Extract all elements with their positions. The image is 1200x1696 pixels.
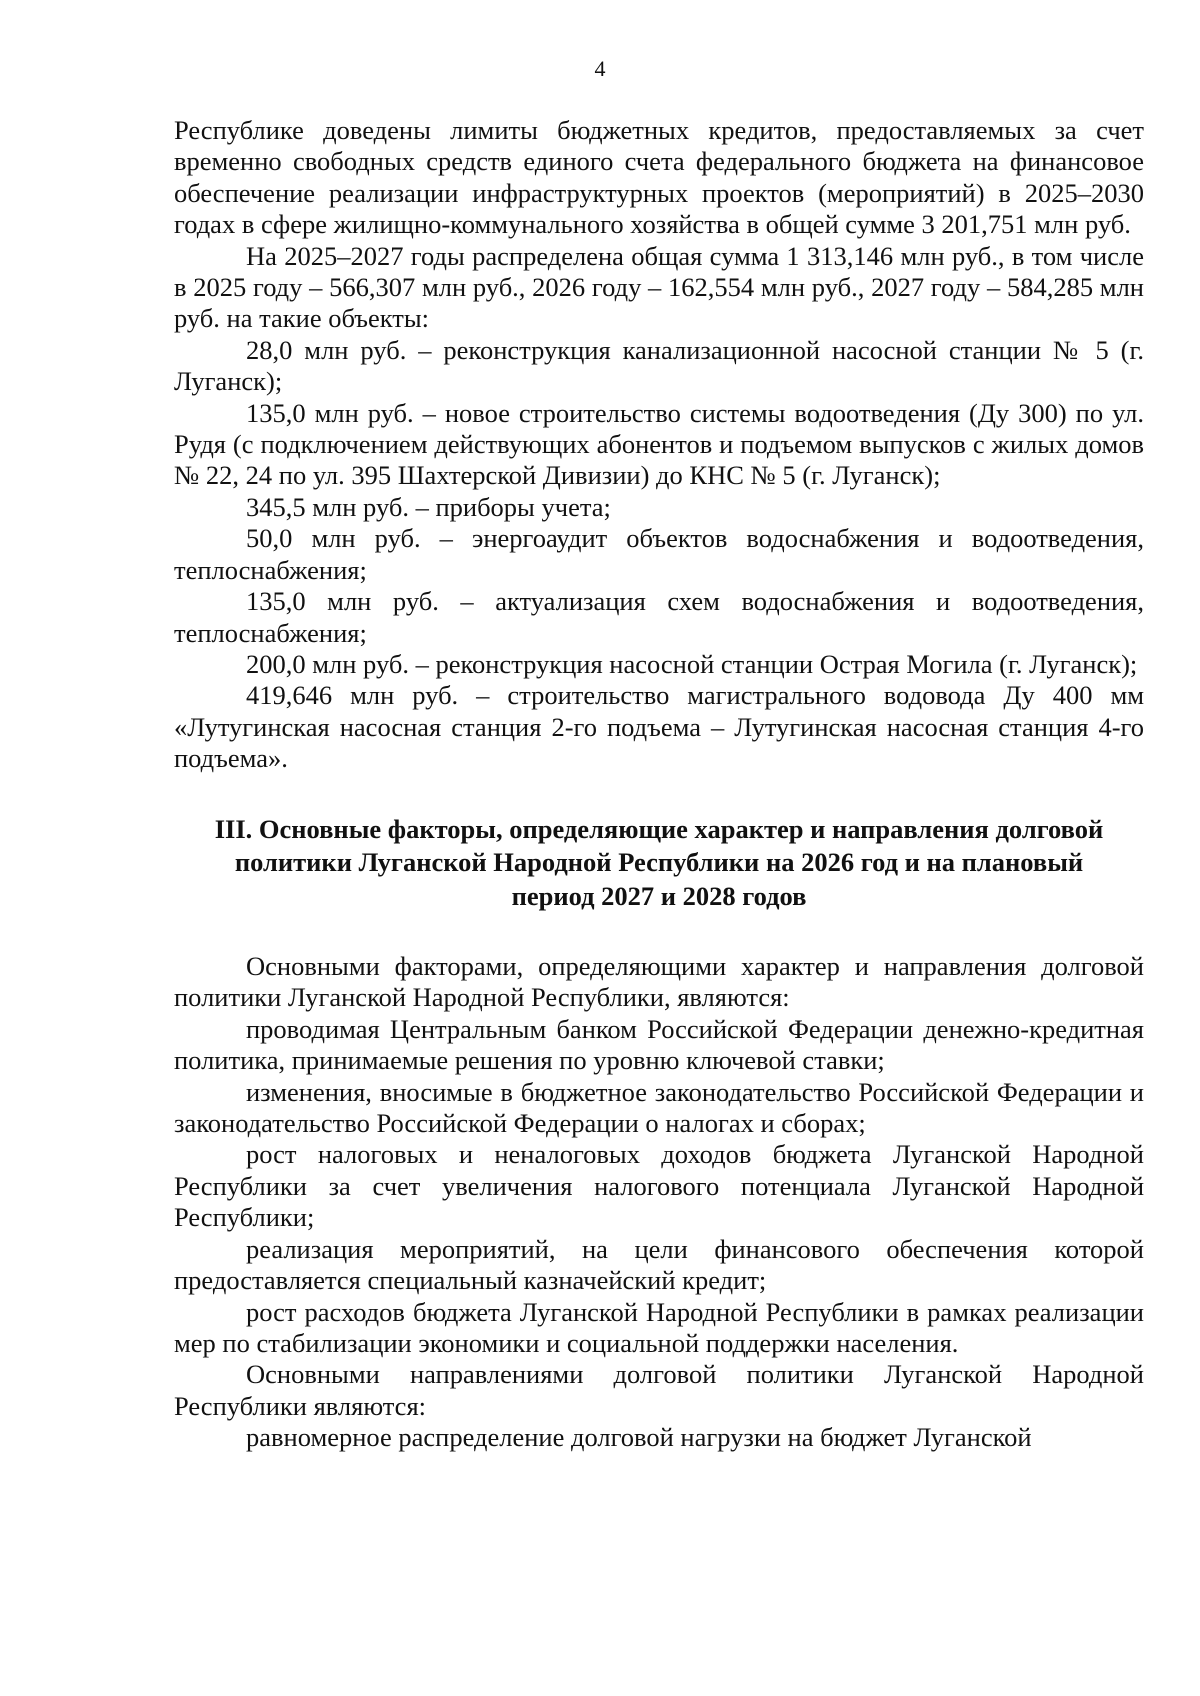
list-item: 135,0 млн руб. – актуализация схем водоснабжения и водоотведения, теплоснабжения; bbox=[174, 586, 1144, 648]
paragraph: На 2025–2027 годы распределена общая сумма 1 313,146 млн руб., в том числе в 2025 году – 566,307 млн руб., 2026 году – 162,554 млн руб., 2027 году – 584,285 млн руб. на такие объекты: bbox=[174, 240, 1144, 334]
paragraph: Основными направлениями долговой политики Луганской Народной Республики являются: bbox=[174, 1359, 1144, 1421]
list-item: 419,646 млн руб. – строительство магистрального водовода Ду 400 мм «Лутугинская насосная станция 2-го подъема – Лутугинская насосная станция 4-го подъема». bbox=[174, 680, 1144, 774]
list-item: реализация мероприятий, на цели финансового обеспечения которой предоставляется специальный казначейский кредит; bbox=[174, 1233, 1144, 1296]
list-item: изменения, вносимые в бюджетное законодательство Российской Федерации и законодательство Российской Федерации о налогах и сборах; bbox=[174, 1076, 1144, 1139]
list-item: рост налоговых и неналоговых доходов бюджета Луганской Народной Республики за счет увеличения налогового потенциала Луганской Народной Республики; bbox=[174, 1139, 1144, 1233]
list-item: проводимая Центральным банком Российской Федерации денежно-кредитная политика, принимаемые решения по уровню ключевой ставки; bbox=[174, 1013, 1144, 1076]
list-item: 50,0 млн руб. – энергоаудит объектов водоснабжения и водоотведения, теплоснабжения; bbox=[174, 523, 1144, 585]
list-item: 135,0 млн руб. – новое строительство системы водоотведения (Ду 300) по ул. Рудя (с подключением действующих абонентов и подъемом выпусков с жилых домов № 22, 24 по ул. 395 Шахтерской Дивизии) до КНС № 5 (г. Луганск); bbox=[174, 397, 1144, 491]
paragraph: Республике доведены лимиты бюджетных кредитов, предоставляемых за счет временно свободных средств единого счета федерального бюджета на финансовое обеспечение реализации инфраструктурных проектов (мероприятий) в 2025–2030 годах в сфере жилищно-коммунального хозяйства в общей сумме 3 201,751 млн руб. bbox=[174, 115, 1144, 240]
list-item: 28,0 млн руб. – реконструкция канализационной насосной станции № 5 (г. Луганск); bbox=[174, 334, 1144, 397]
paragraph: Основными факторами, определяющими характер и направления долговой политики Луганской Народной Республики, являются: bbox=[174, 951, 1144, 1013]
section-heading-line: III. Основные факторы, определяющие характер и направления долговой bbox=[214, 813, 1104, 844]
section-heading-line: период 2027 и 2028 годов bbox=[511, 880, 807, 911]
section-heading bbox=[174, 813, 1144, 914]
list-item: 200,0 млн руб. – реконструкция насосной станции Острая Могила (г. Луганск); bbox=[246, 648, 1138, 679]
list-item: рост расходов бюджета Луганской Народной Республики в рамках реализации мер по стабилизации экономики и социальной поддержки населения. bbox=[174, 1296, 1144, 1358]
page-number: 4 bbox=[594, 56, 606, 81]
list-item: равномерное распределение долговой нагрузки на бюджет Луганской bbox=[246, 1422, 1032, 1453]
list-item: 345,5 млн руб. – приборы учета; bbox=[246, 491, 611, 522]
section-heading-line: политики Луганской Народной Республики на 2026 год и на плановый bbox=[234, 847, 1084, 878]
document-body bbox=[174, 115, 1144, 1454]
